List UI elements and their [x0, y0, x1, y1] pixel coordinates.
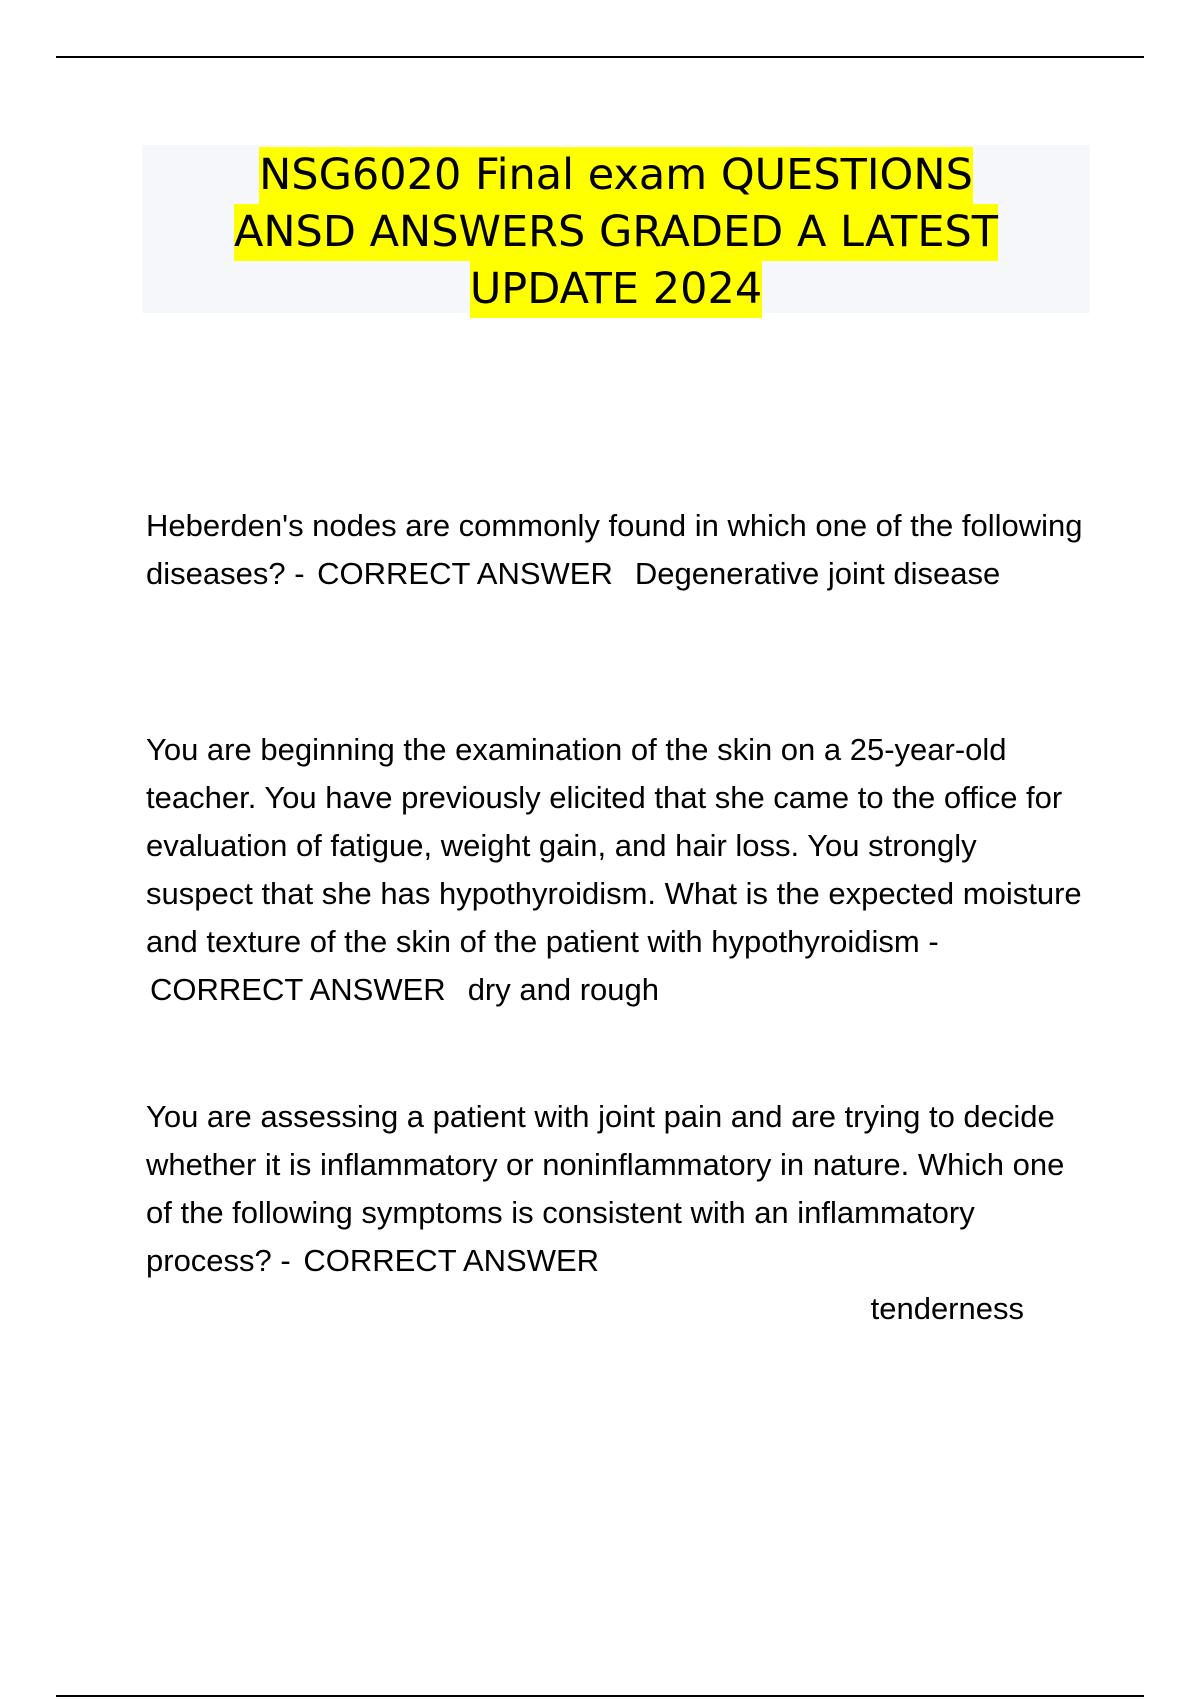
question-text: Heberden's nodes are commonly found in which one of the following diseases? -	[146, 508, 1083, 591]
document-title	[142, 145, 1090, 313]
title-line-3: UPDATE 2024	[470, 261, 762, 318]
answer-label: CORRECT ANSWER	[150, 972, 446, 1007]
question-text: You are assessing a patient with joint pain and are trying to decide whether it is inflammatory or noninflammatory in nature. Which one of the following symptoms is consistent with an inflammatory process? -	[146, 1099, 1065, 1278]
question-1	[146, 502, 1086, 598]
answer-text: tenderness	[870, 1291, 1024, 1326]
question-3	[146, 1093, 1086, 1333]
answer-label: CORRECT ANSWER	[303, 1243, 600, 1278]
bottom-rule	[56, 1695, 1144, 1697]
question-text: You are beginning the examination of the skin on a 25-year-old teacher. You have previously elicited that she came to the office for evaluation of fatigue, weight gain, and hair loss. You strongly suspect that she has hypothyroidism. What is the expected moisture and texture of the skin of the patient with hypothyroidism -	[146, 732, 1082, 959]
answer-text: dry and rough	[467, 972, 659, 1007]
answer-label: CORRECT ANSWER	[317, 556, 613, 591]
title-line-1: NSG6020 Final exam QUESTIONS	[259, 147, 973, 204]
top-rule	[56, 56, 1144, 58]
title-line-2: ANSD ANSWERS GRADED A LATEST	[234, 204, 998, 261]
question-2	[146, 726, 1086, 1014]
answer-text: Degenerative joint disease	[634, 556, 1001, 591]
